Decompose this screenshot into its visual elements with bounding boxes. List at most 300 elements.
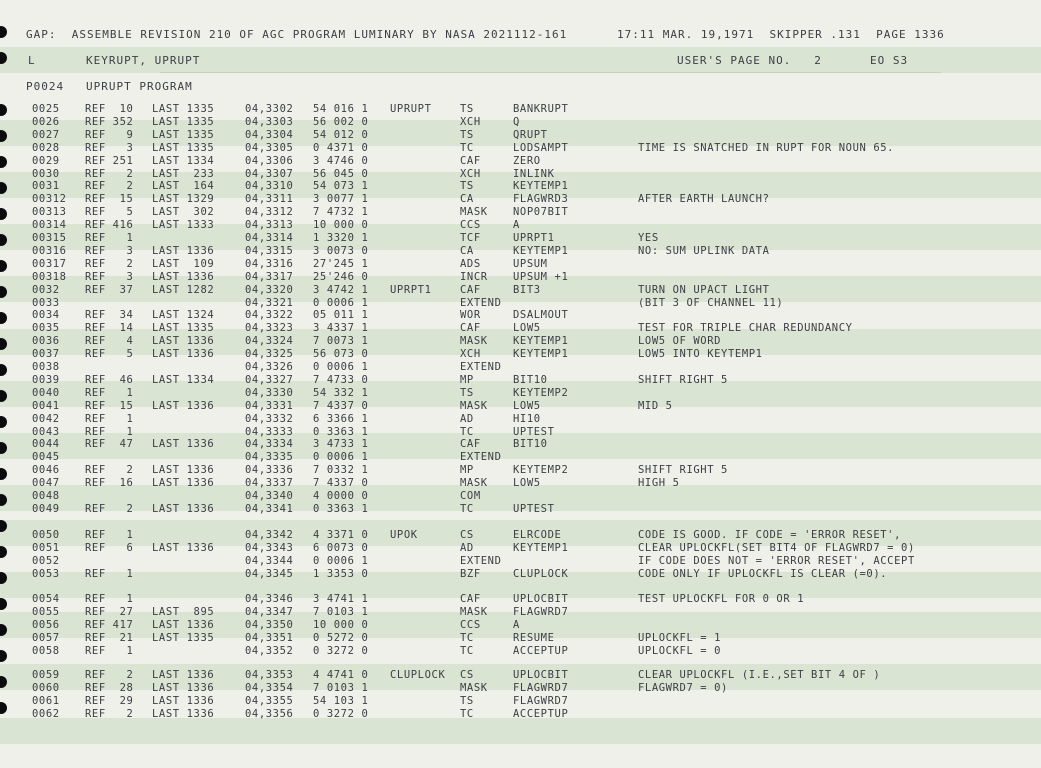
address-field: 04,3315 <box>245 244 294 257</box>
address-field: 04,3326 <box>245 361 294 373</box>
address-field: 04,3322 <box>245 309 294 322</box>
octal-value: 0 3363 1 <box>313 425 369 438</box>
seq-number: 0047 <box>32 477 60 490</box>
listing-row <box>0 258 1041 271</box>
seq-number: 0057 <box>32 631 60 644</box>
feed-hole <box>0 494 7 506</box>
listing-row <box>0 695 1041 708</box>
octal-value: 7 4732 1 <box>313 206 369 219</box>
ref-field: REF 1 <box>85 644 134 657</box>
comment-field: AFTER EARTH LAUNCH? <box>638 193 770 206</box>
address-field: 04,3344 <box>245 554 294 567</box>
last-field: LAST 1336 <box>152 335 215 348</box>
last-field: LAST 1336 <box>152 244 215 257</box>
opcode-field: TS <box>460 694 474 707</box>
octal-value: 0 0006 1 <box>313 451 369 464</box>
octal-value: 1 3320 1 <box>313 232 369 244</box>
comment-field: HIGH 5 <box>638 477 680 490</box>
seq-number: 0041 <box>32 399 60 412</box>
last-field: LAST 1334 <box>152 373 215 386</box>
feed-hole <box>0 260 7 272</box>
opcode-field: CCS <box>460 618 481 631</box>
listing-row <box>0 593 1041 606</box>
ref-field: REF 5 <box>85 348 134 361</box>
users-page-number: USER'S PAGE NO. 2 <box>677 54 822 67</box>
operand-field: QRUPT <box>513 128 548 141</box>
seq-number: 0035 <box>32 322 60 335</box>
comment-field: YES <box>638 232 659 244</box>
octal-value: 0 0006 1 <box>313 361 369 373</box>
operand-field: ACCEPTUP <box>513 707 569 720</box>
octal-value: 1 3353 0 <box>313 567 369 580</box>
comment-field: TEST UPLOCKFL FOR 0 OR 1 <box>638 593 805 605</box>
opcode-field: MASK <box>460 477 488 490</box>
octal-value: 56 073 0 <box>313 348 369 361</box>
seq-number: 0033 <box>32 296 60 309</box>
seq-number: 0028 <box>32 141 60 154</box>
operand-field: BIT10 <box>513 438 548 451</box>
listing-row <box>0 669 1041 682</box>
listing-row <box>0 529 1041 542</box>
seq-number: 0044 <box>32 438 60 451</box>
opcode-field: TS <box>460 128 474 141</box>
address-field: 04,3302 <box>245 103 294 115</box>
feed-hole <box>0 104 7 116</box>
listing-row <box>0 155 1041 168</box>
seq-number: 0051 <box>32 541 60 554</box>
subheader-marker: L <box>28 54 36 67</box>
ref-field: REF 3 <box>85 244 134 257</box>
operand-field: KEYTEMP1 <box>513 348 569 361</box>
address-field: 04,3356 <box>245 707 294 720</box>
last-field: LAST 1336 <box>152 477 215 490</box>
ref-field: REF 21 <box>85 631 134 644</box>
program-code: P0024 <box>26 80 65 93</box>
address-field: 04,3346 <box>245 593 294 605</box>
seq-number: 0050 <box>32 529 60 541</box>
octal-value: 7 0103 1 <box>313 605 369 618</box>
address-field: 04,3336 <box>245 464 294 477</box>
ref-field: REF 2 <box>85 707 134 720</box>
octal-value: 0 3272 0 <box>313 644 369 657</box>
ref-field: REF 46 <box>85 373 134 386</box>
address-field: 04,3333 <box>245 425 294 438</box>
seq-number: 0053 <box>32 567 60 580</box>
operand-field: ACCEPTUP <box>513 644 569 657</box>
opcode-field: MASK <box>460 681 488 694</box>
operand-field: FLAGWRD3 <box>513 193 569 206</box>
ref-field: REF 2 <box>85 669 134 681</box>
feed-hole <box>0 546 7 558</box>
seq-number: 0040 <box>32 386 60 399</box>
operand-field: DSALMOUT <box>513 309 569 322</box>
feed-hole <box>0 130 7 142</box>
octal-value: 54 016 1 <box>313 103 369 115</box>
address-field: 04,3317 <box>245 270 294 283</box>
octal-value: 0 0006 1 <box>313 554 369 567</box>
address-field: 04,3311 <box>245 193 294 206</box>
octal-value: 3 4733 1 <box>313 438 369 451</box>
octal-value: 7 4337 0 <box>313 399 369 412</box>
seq-number: 0031 <box>32 180 60 193</box>
opcode-field: CA <box>460 193 474 206</box>
address-field: 04,3342 <box>245 529 294 541</box>
operand-field: UPTEST <box>513 502 555 515</box>
octal-value: 4 3371 0 <box>313 529 369 541</box>
comment-field: LOW5 OF WORD <box>638 335 722 348</box>
listing-row <box>0 542 1041 555</box>
opcode-field: XCH <box>460 115 481 128</box>
operand-field: CLUPLOCK <box>513 567 569 580</box>
opcode-field: EXTEND <box>460 296 502 309</box>
opcode-field: XCH <box>460 167 481 180</box>
octal-value: 6 3366 1 <box>313 412 369 425</box>
seq-number: 0055 <box>32 605 60 618</box>
listing-row <box>0 645 1041 658</box>
feed-hole <box>0 234 7 246</box>
address-field: 04,3332 <box>245 412 294 425</box>
address-field: 04,3334 <box>245 438 294 451</box>
feed-hole <box>0 182 7 194</box>
listing-row <box>0 682 1041 695</box>
octal-value: 25'246 0 <box>313 270 369 283</box>
label-field: CLUPLOCK <box>390 669 446 681</box>
last-field: LAST 1336 <box>152 681 215 694</box>
last-field: LAST 1335 <box>152 322 215 335</box>
ref-field: REF 352 <box>85 115 134 128</box>
listing-row <box>0 271 1041 284</box>
eo-marker: EO S3 <box>870 54 909 67</box>
octal-value: 4 4741 0 <box>313 669 369 681</box>
octal-value: 3 0073 0 <box>313 244 369 257</box>
address-field: 04,3343 <box>245 541 294 554</box>
seq-number: 0059 <box>32 669 60 681</box>
operand-field: KEYTEMP1 <box>513 244 569 257</box>
octal-value: 54 073 1 <box>313 180 369 193</box>
seq-number: 0038 <box>32 361 60 373</box>
ref-field: REF 2 <box>85 464 134 477</box>
address-field: 04,3331 <box>245 399 294 412</box>
opcode-field: MP <box>460 464 474 477</box>
feed-hole <box>0 312 7 324</box>
address-field: 04,3320 <box>245 283 294 296</box>
opcode-field: TS <box>460 180 474 193</box>
address-field: 04,3321 <box>245 296 294 309</box>
listing-row <box>0 206 1041 219</box>
ref-field: REF 4 <box>85 335 134 348</box>
comment-field: CLEAR UPLOCKFL(SET BIT4 OF FLAGWRD7 = 0) <box>638 541 915 554</box>
operand-field: A <box>513 618 520 631</box>
operand-field: A <box>513 219 520 232</box>
seq-number: 0049 <box>32 502 60 515</box>
listing-row <box>0 374 1041 387</box>
octal-value: 3 4742 1 <box>313 283 369 296</box>
opcode-field: CAF <box>460 593 481 605</box>
listing-row <box>0 232 1041 245</box>
seq-number: 0056 <box>32 618 60 631</box>
opcode-field: TCF <box>460 232 481 244</box>
last-field: LAST 895 <box>152 605 215 618</box>
listing-row <box>0 568 1041 581</box>
operand-field: KEYTEMP2 <box>513 464 569 477</box>
last-field: LAST 1333 <box>152 219 215 232</box>
opcode-field: TC <box>460 644 474 657</box>
last-field: LAST 109 <box>152 257 215 270</box>
seq-number: 0052 <box>32 554 60 567</box>
seq-number: 0043 <box>32 425 60 438</box>
greenbar-band <box>0 718 1041 744</box>
seq-number: 0045 <box>32 451 60 464</box>
comment-field: FLAGWRD7 = 0) <box>638 681 728 694</box>
seq-number: 0027 <box>32 128 60 141</box>
octal-value: 0 3363 1 <box>313 502 369 515</box>
seq-number: 0054 <box>32 593 60 605</box>
seq-number: 0034 <box>32 309 60 322</box>
octal-value: 7 4337 0 <box>313 477 369 490</box>
ref-field: REF 251 <box>85 154 134 167</box>
ref-field: REF 1 <box>85 425 134 438</box>
address-field: 04,3330 <box>245 386 294 399</box>
seq-number: 00313 <box>32 206 67 219</box>
seq-number: 0061 <box>32 694 60 707</box>
operand-field: UPLOCBIT <box>513 669 569 681</box>
opcode-field: ADS <box>460 257 481 270</box>
octal-value: 54 012 0 <box>313 128 369 141</box>
operand-field: UPRPT1 <box>513 232 555 244</box>
last-field: LAST 1336 <box>152 399 215 412</box>
address-field: 04,3313 <box>245 219 294 232</box>
last-field: LAST 302 <box>152 206 215 219</box>
last-field: LAST 1336 <box>152 669 215 681</box>
ref-field: REF 2 <box>85 180 134 193</box>
feed-hole <box>0 468 7 480</box>
octal-value: 0 0006 1 <box>313 296 369 309</box>
seq-number: 0046 <box>32 464 60 477</box>
listing-row <box>0 193 1041 206</box>
tractor-feed-holes <box>0 0 14 768</box>
feed-hole <box>0 208 7 220</box>
operand-field: UPLOCBIT <box>513 593 569 605</box>
last-field: LAST 1336 <box>152 502 215 515</box>
feed-hole <box>0 702 7 714</box>
operand-field: BIT3 <box>513 283 541 296</box>
listing-row <box>0 451 1041 464</box>
opcode-field: CS <box>460 529 474 541</box>
opcode-field: INCR <box>460 270 488 283</box>
ref-field: REF 15 <box>85 193 134 206</box>
comment-field: IF CODE DOES NOT = 'ERROR RESET', ACCEPT <box>638 554 915 567</box>
ref-field: REF 28 <box>85 681 134 694</box>
last-field: LAST 1335 <box>152 115 215 128</box>
comment-field: TEST FOR TRIPLE CHAR REDUNDANCY <box>638 322 853 335</box>
ref-field: REF 15 <box>85 399 134 412</box>
operand-field: FLAGWRD7 <box>513 681 569 694</box>
listing-row <box>0 438 1041 451</box>
octal-value: 54 103 1 <box>313 694 369 707</box>
octal-value: 10 000 0 <box>313 618 369 631</box>
operand-field: BANKRUPT <box>513 103 569 115</box>
subheader-line <box>0 54 1041 67</box>
last-field: LAST 1335 <box>152 128 215 141</box>
listing-row <box>0 477 1041 490</box>
label-field: UPRPT1 <box>390 283 432 296</box>
ref-field: REF 47 <box>85 438 134 451</box>
feed-hole <box>0 390 7 402</box>
feed-hole <box>0 52 7 64</box>
label-field: UPOK <box>390 529 418 541</box>
listing-row <box>0 284 1041 297</box>
listing-row <box>0 180 1041 193</box>
address-field: 04,3355 <box>245 694 294 707</box>
listing-row <box>0 708 1041 721</box>
operand-field: UPSUM +1 <box>513 270 569 283</box>
subheader-title: KEYRUPT, UPRUPT <box>86 54 201 67</box>
octal-value: 7 0073 1 <box>313 335 369 348</box>
seq-number: 0032 <box>32 283 60 296</box>
ref-field: REF 2 <box>85 167 134 180</box>
operand-field: KEYTEMP1 <box>513 180 569 193</box>
operand-field: ZERO <box>513 154 541 167</box>
listing-row <box>0 322 1041 335</box>
ref-field: REF 1 <box>85 386 134 399</box>
opcode-field: CAF <box>460 322 481 335</box>
operand-field: NOP07BIT <box>513 206 569 219</box>
listing-row <box>0 116 1041 129</box>
octal-value: 0 5272 0 <box>313 631 369 644</box>
operand-field: UPSUM <box>513 257 548 270</box>
feed-hole <box>0 26 7 38</box>
address-field: 04,3304 <box>245 128 294 141</box>
ref-field: REF 1 <box>85 412 134 425</box>
ref-field: REF 2 <box>85 257 134 270</box>
listing-row <box>0 361 1041 374</box>
ref-field: REF 3 <box>85 141 134 154</box>
address-field: 04,3347 <box>245 605 294 618</box>
last-field: LAST 1324 <box>152 309 215 322</box>
opcode-field: EXTEND <box>460 451 502 464</box>
operand-field: KEYTEMP2 <box>513 386 569 399</box>
comment-field: CODE IS GOOD. IF CODE = 'ERROR RESET', <box>638 529 902 541</box>
listing-row <box>0 503 1041 516</box>
operand-field: HI10 <box>513 412 541 425</box>
feed-hole <box>0 156 7 168</box>
ref-field: REF 3 <box>85 270 134 283</box>
ref-field: REF 416 <box>85 219 134 232</box>
operand-field: FLAGWRD7 <box>513 605 569 618</box>
opcode-field: MP <box>460 373 474 386</box>
octal-value: 3 4746 0 <box>313 154 369 167</box>
feed-hole <box>0 624 7 636</box>
operand-field: KEYTEMP1 <box>513 541 569 554</box>
opcode-field: CAF <box>460 438 481 451</box>
operand-field: LOW5 <box>513 399 541 412</box>
listing-row <box>0 464 1041 477</box>
opcode-field: AD <box>460 412 474 425</box>
listing-row <box>0 142 1041 155</box>
opcode-field: CA <box>460 244 474 257</box>
last-field: LAST 164 <box>152 180 215 193</box>
address-field: 04,3307 <box>245 167 294 180</box>
operand-field: INLINK <box>513 167 555 180</box>
ref-field: REF 1 <box>85 232 134 244</box>
comment-field: SHIFT RIGHT 5 <box>638 373 728 386</box>
seq-number: 0062 <box>32 707 60 720</box>
address-field: 04,3353 <box>245 669 294 681</box>
opcode-field: TC <box>460 707 474 720</box>
address-field: 04,3350 <box>245 618 294 631</box>
last-field: LAST 1336 <box>152 707 215 720</box>
ref-field: REF 2 <box>85 502 134 515</box>
address-field: 04,3303 <box>245 115 294 128</box>
address-field: 04,3310 <box>245 180 294 193</box>
listing-row <box>0 387 1041 400</box>
address-field: 04,3340 <box>245 490 294 502</box>
last-field: LAST 1335 <box>152 103 215 115</box>
feed-hole <box>0 520 7 532</box>
ref-field: REF 1 <box>85 593 134 605</box>
operand-field: LOW5 <box>513 322 541 335</box>
last-field: LAST 1335 <box>152 631 215 644</box>
seq-number: 0042 <box>32 412 60 425</box>
octal-value: 10 000 0 <box>313 219 369 232</box>
feed-hole <box>0 598 7 610</box>
ref-field: REF 29 <box>85 694 134 707</box>
opcode-field: TS <box>460 386 474 399</box>
octal-value: 3 0077 1 <box>313 193 369 206</box>
header-rule <box>160 72 941 73</box>
opcode-field: WOR <box>460 309 481 322</box>
opcode-field: TC <box>460 141 474 154</box>
last-field: LAST 1334 <box>152 154 215 167</box>
ref-field: REF 37 <box>85 283 134 296</box>
seq-number: 0029 <box>32 154 60 167</box>
ref-field: REF 417 <box>85 618 134 631</box>
last-field: LAST 233 <box>152 167 215 180</box>
listing-row <box>0 129 1041 142</box>
opcode-field: XCH <box>460 348 481 361</box>
seq-number: 00317 <box>32 257 67 270</box>
octal-value: 7 4733 0 <box>313 373 369 386</box>
last-field: LAST 1329 <box>152 193 215 206</box>
last-field: LAST 1282 <box>152 283 215 296</box>
address-field: 04,3335 <box>245 451 294 464</box>
listing-row <box>0 103 1041 116</box>
comment-field: MID 5 <box>638 399 673 412</box>
octal-value: 27'245 1 <box>313 257 369 270</box>
opcode-field: CS <box>460 669 474 681</box>
comment-field: UPLOCKFL = 1 <box>638 631 722 644</box>
operand-field: BIT10 <box>513 373 548 386</box>
seq-number: 00312 <box>32 193 67 206</box>
program-line <box>0 80 1041 93</box>
comment-field: CLEAR UPLOCKFL (I.E.,SET BIT 4 OF ) <box>638 669 881 681</box>
last-field: LAST 1336 <box>152 618 215 631</box>
comment-field: TURN ON UPACT LIGHT <box>638 283 770 296</box>
header-right: 17:11 MAR. 19,1971 SKIPPER .131 PAGE 1336 <box>617 28 945 41</box>
listing-row <box>0 309 1041 322</box>
seq-number: 0039 <box>32 373 60 386</box>
operand-field: FLAGWRD7 <box>513 694 569 707</box>
listing-row <box>0 219 1041 232</box>
ref-field: REF 1 <box>85 567 134 580</box>
octal-value: 56 045 0 <box>313 167 369 180</box>
listing-row <box>0 348 1041 361</box>
ref-field: REF 9 <box>85 128 134 141</box>
ref-field: REF 34 <box>85 309 134 322</box>
octal-value: 54 332 1 <box>313 386 369 399</box>
opcode-field: CCS <box>460 219 481 232</box>
feed-hole <box>0 650 7 662</box>
